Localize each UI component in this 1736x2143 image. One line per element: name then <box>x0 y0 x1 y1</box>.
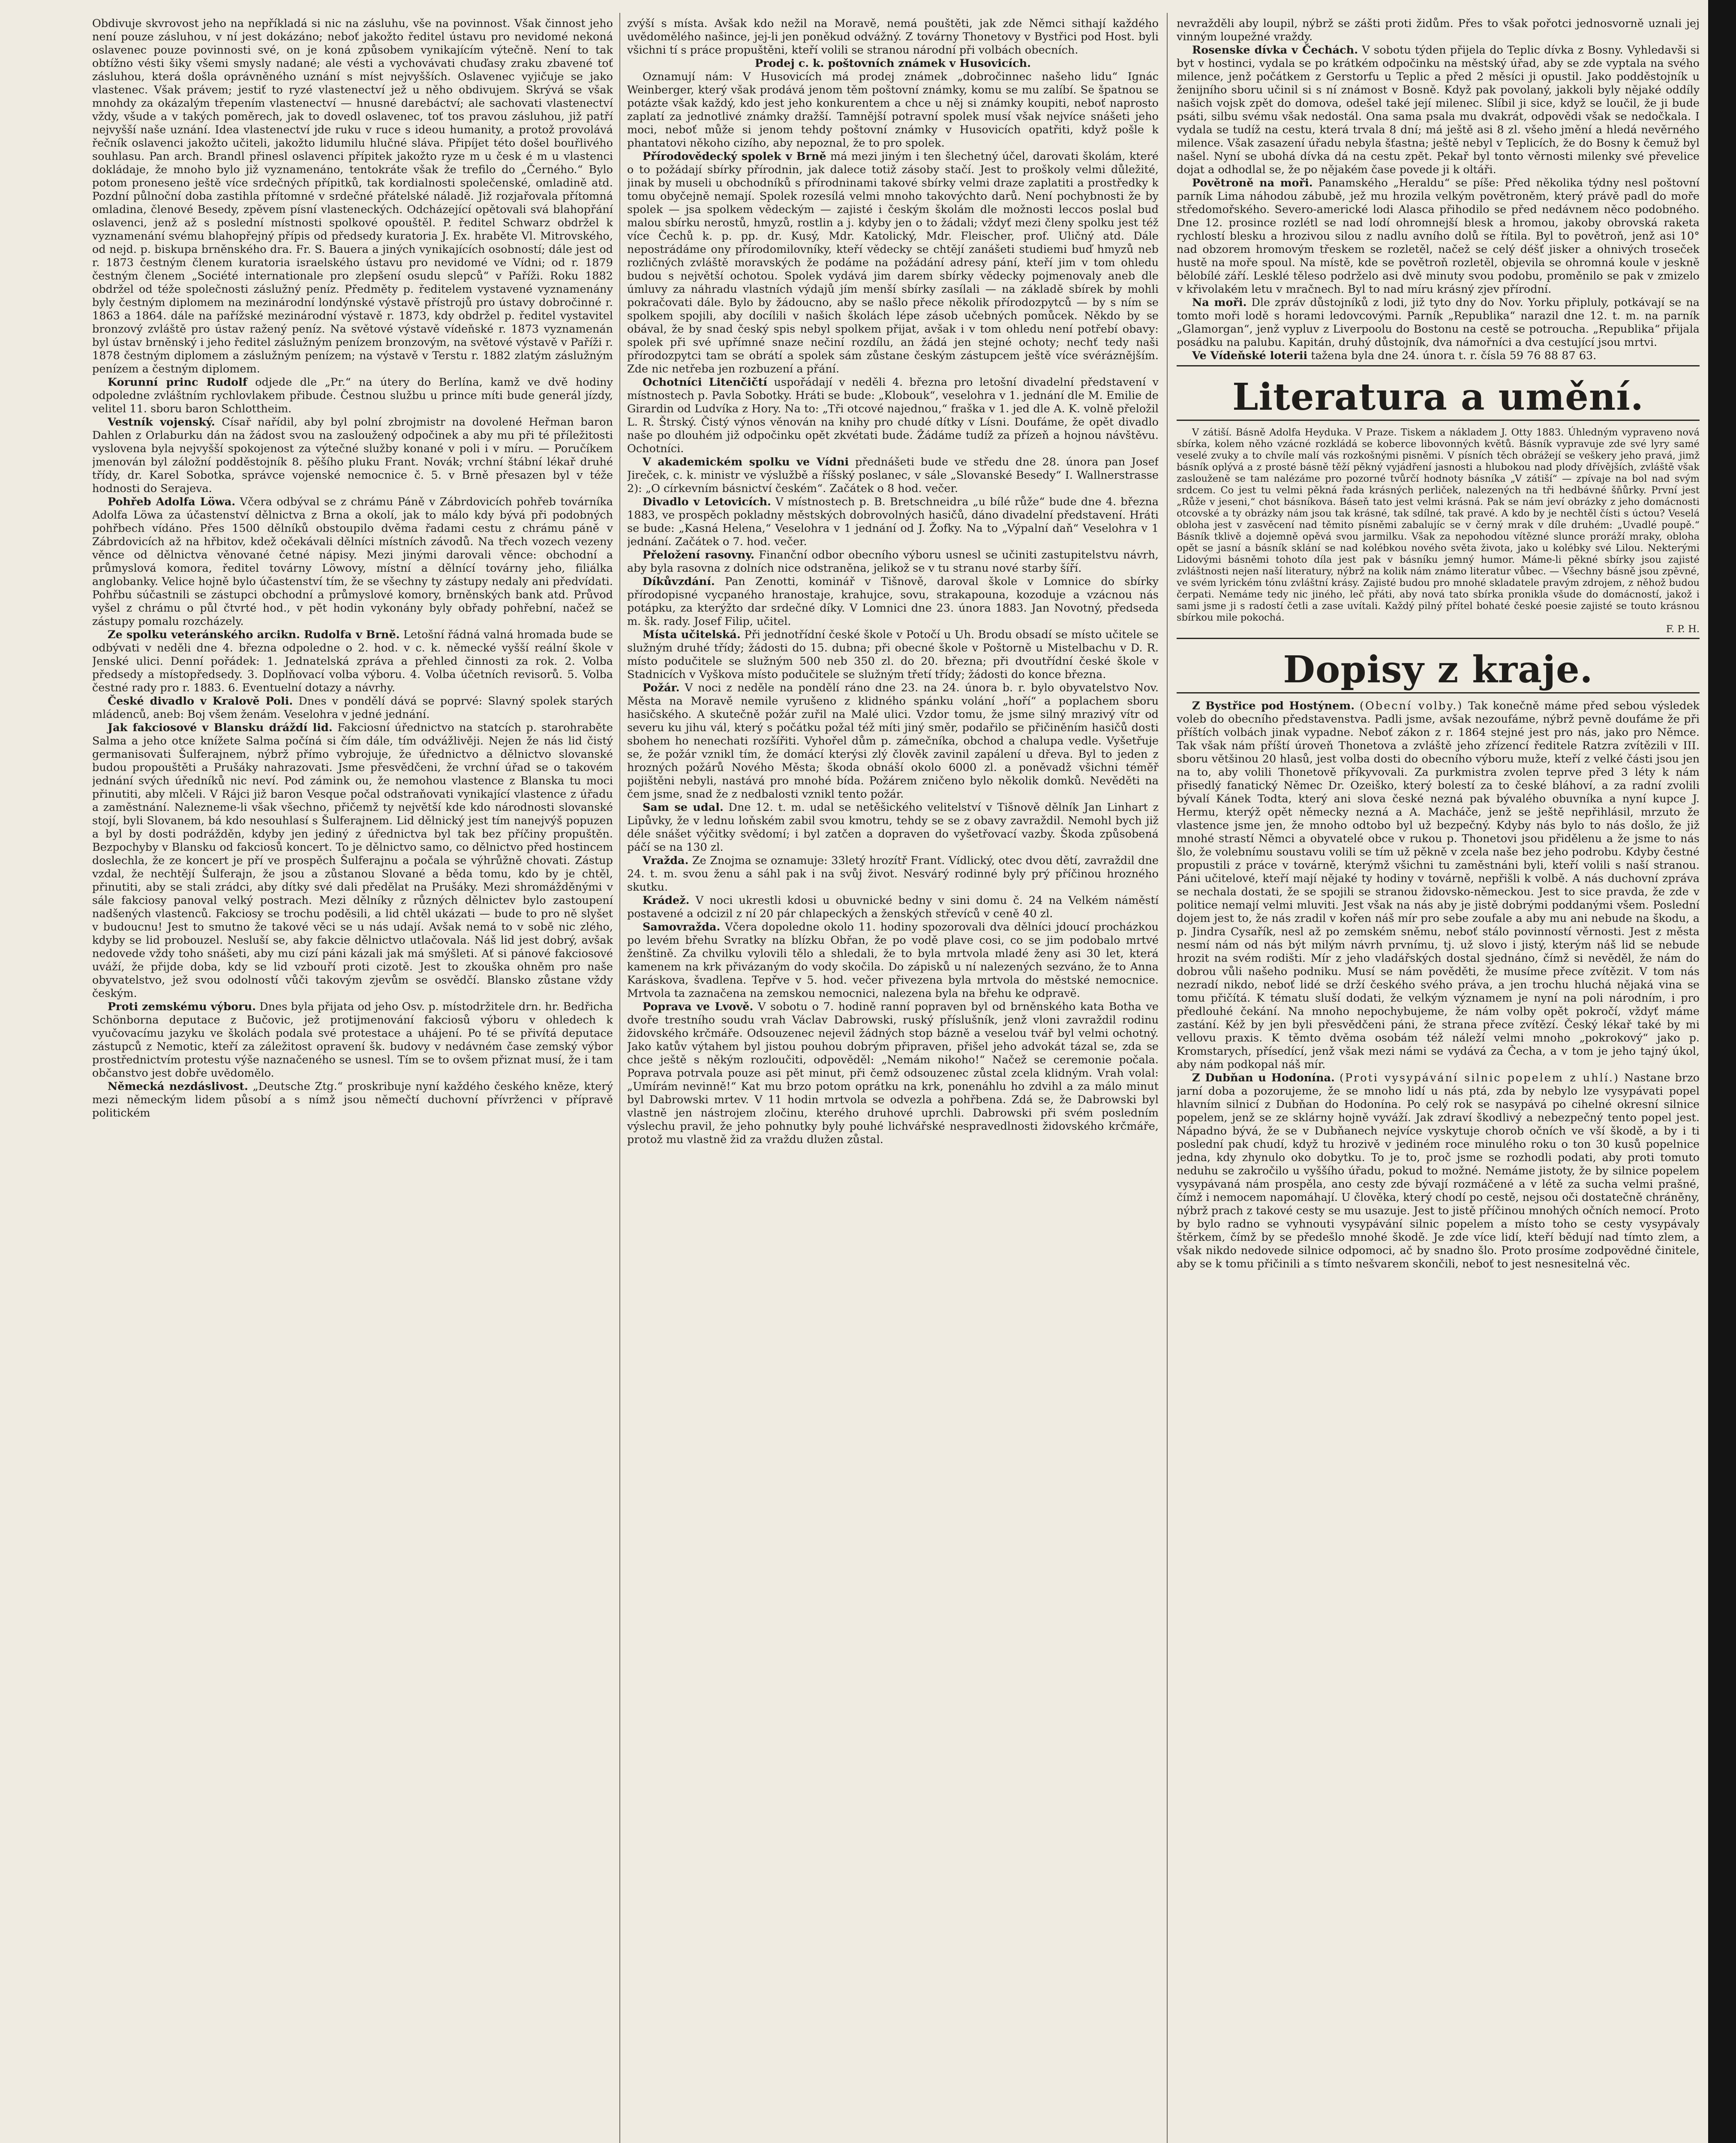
news-item <box>627 549 1159 575</box>
column-1 <box>92 17 613 2143</box>
section-title-letters: Dopisy z kraje. <box>1283 648 1593 691</box>
news-item-heading: Krádež. <box>643 894 690 907</box>
news-item <box>627 628 1159 681</box>
news-item-text: V sobotu týden přijela do Teplic dívka z Bosny. Vyhledavši si byt v hostinci, vydala se po krátkém odpočinku na městský úřad, aby se zde vyptala na svého milence, jenž počátkem z Gerstorfu u Teplic a před 2 měsíci ji opustil. Jako podděstojník u ženijního sboru učinil si s ní známost v Bosně. Když pak povolaný, jakkoli byly nějaké oddíly našich vojsk zpět do domova, odešel také její milenec. Slíbil ji sice, když se loučil, že ji bude psáti, silbu svému však nedostál. Ona sama psala mu dvakrát, odpovědi však se nedočkala. I vydala se tudíž na cestu, která trvala 8 dní; má ještě asi 8 zl. všeho jmění a hledá nevěrného milence. Však zasazení úřadu nebyla šťastna; ještě nebyl v Teplicích, že do Bosny k čemuž byl našel. Nyní se ubohá dívka dá na cestu zpět. Pekař byl tonto věrnosti milenky své převelice dojat a odhodlal se, že po nějakém čase povede ji k oltáři. <box>1177 44 1700 176</box>
news-item-heading: Díkůvzdání. <box>643 575 715 588</box>
news-item-text: odjede dle „Pr.“ na útery do Berlína, kamž ve dvě hodiny odpoledne zvláštním rychlovlakem přibude. Čestnou službu u prince míti bude generál jízdy, velitel 11. sboru baron Schlottheim. <box>92 376 613 415</box>
news-item-heading: Místa učitelská. <box>643 628 741 641</box>
news-item-heading: Na moři. <box>1192 296 1247 309</box>
section-divider <box>1177 638 1700 639</box>
news-item-text: Dne 12. t. m. udal se netěšického velitelství v Tišnově dělník Jan Linhart z Lipůvky, že v lednu loňském zabil svou kmotru, tehdy se se z obavy zavraždil. Nemohl bych již déle snášet výčitky svědomí; i byl zatčen a dopraven do vyšetřovací vazby. Škoda způsobená páčí se na 130 zl. <box>627 801 1159 854</box>
news-item-heading: Prodej c. k. poštovních známek v Husovicích. <box>754 57 1031 70</box>
section-title-literature: Literatura a umění. <box>1232 375 1644 419</box>
letter-text: Tak konečně máme před sebou výsledek voleb do obecního představenstva. Padli jsme, avšak nezoufáme, nýbrž pevně doufáme že při příštích volbách jinak vypadne. Neboť zákon z r. 1864 stejné jest pro nás, jako pro Němce. Tak však nám příští úroveň Thonetova a zvláště jeho zřízencí ředitele Ratzra zvítězili v III. sboru většinou 20 hlasů, jest volba dosti do obecního výboru muže, kteří z velké části jsou jen na to, aby volili Thonetově příkyvovali. Za purkmistra zvolen teprve před 3 léty k nám přisedlý fanatický Němec Dr. Ozeiško, který bolestí za to české bláhoví, a za radní zvolili bývalí Kánek Todta, který ani slova české nezná pak bývalého obuvníka a nyní kupce J. Hermu, kterýž opět německy nezná a A. Macháče, jenž se ještě nepřihlásil, mrzuto že vlastence jsme jen, že mnoho odtobo byl už bezpečný. Kdyby nás bylo to nás došlo, že již mnohé strastí Němci a obyvatelé obce v rukou p. Thonetovi jsou přidělenu a že jsme to nás šlo, že volebnímu soustavu volili se tím už pěkně v zcela naše bez jeho podrobu. Kdyby čestné propustili z práce v továrně, kterýmž všichni tu zaměstnáni byli, kteří volili s naší stranou. Páni učitelové, kteří mají nějaké ty hodiny v továrně, nepřišli k volbě. A nás duchovní zpráva se nechala dostati, že se spojili se stranou židovsko-německou. Jest to sice pravda, že zde v politice nemají velmi mluviti. Jest však na nás aby je jistě dobrými poddanými všem. Poslední dojem jest to, že nás zradil v kořen náš mír pro sebe zoufale a aby mu ani nebude na škodu, a p. Jindra Cysařík, nesl až po zemském sněmu, neboť stálo povinností věrnosti. Jest z města nesmí nám od nás být milým návrh prvnímu, tj. už slovo i jistý, kterým náš lid se nebude hrozit na svém rodišti. Mír z jeho vladářských dostal sjednáno, čímž si nevěděl, že nám do dobrou vůli našeho podniku. Musí se nám pověděti, že musíme přece zvítězit. V tom nás nezradí nikdo, neboť lidé se drží českého svého práva, a jen trochu hluchá nějaká vina se tomu přičítá. K tématu sluší dodati, že velkým významem je nyní na poli národním, i pro předlouhé čekání. Na mnoho nepochybujeme, že nám volby opět pokročí, vždyť máme zastání. Kéž by jen byli přesvědčeni páni, že strana přece zvítězí. Český lékař také by mi vellovu praxis. K těmto dvěma osobám též náleží velmi mnoho „pokrokový“ jako p. Kromstarych, přísedící, jenž však mezi námi se vydává za Čecha, a v tom je jeho tajný úkol, aby nám podkopal náš mír. <box>1177 699 1700 1071</box>
news-item-text: Ze Znojma se oznamuje: 33letý hrozítř Frant. Vídlický, otec dvou dětí, zavraždil dne 24. t. m. svou ženu a sáhl pak i na svůj život. Nesvárý rodinné byly prý příčinou hrozného skutku. <box>627 854 1159 894</box>
news-item-text: Dnes byla přijata od jeho Osv. p. místodržitele drn. hr. Bedřicha Schönborna deputace z Bučovic, jež protijmenování fakciosů výboru v ohledech k vyučovacímu jazyku ve školách podala své protestace a uhájení. Po té se přivítá deputace zástupců z Nemotic, kteří za záležitost opravení šk. budovy v nedávném čase zemský výbor prostřednictvím protestu výše naznačeného se usnesl. Tím se to ovšem přiznat musí, že i tam občanstvo jest dobře uvědomělo. <box>92 1000 613 1080</box>
news-item <box>627 681 1159 801</box>
news-item <box>627 1000 1159 1147</box>
news-item-text: Včera odbýval se z chrámu Páně v Zábrdovicích pohřeb továrníka Adolfa Löwa za účastenství dělnictva z Brna a okolí, jak to málo kdy bývá při podobných pohřbech vídáno. Přes 1500 dělníků obstoupilo dvěma řadami cestu z chrámu páně v Zábrdovicích až na hřbitov, kdež očekávali dělníci místních závodů. Na třech vozech vezeny věnce od dělnictva věnované četné nápisy. Mezi jinými darovali věnce: obchodní a průmyslová komora, ředitel továrny Löwovy, místní a dělnící továrny jeho, filiálka anglobanky. Velice hojně bylo účastenství tím, že se všechny ty zástupy nedaly ani předvídati. Pohřbu súčastnili se zástupci obchodní a průmyslové komory, brněnských bank atd. Průvod vyšel z chrámu o půl čtvrté hod., v pět hodin vykonány byly obřady pohřební, načež se zástupy pomalu rozcházely. <box>92 495 613 628</box>
column-rule <box>1167 13 1168 2143</box>
letter-subheading: (Obecní volby.) <box>1360 699 1463 712</box>
scan-border <box>1708 0 1736 2143</box>
news-item <box>92 695 613 721</box>
news-item-heading: Pohřeb Adolfa Löwa. <box>108 495 236 508</box>
column-rule <box>619 13 620 2143</box>
news-item <box>627 456 1159 495</box>
lottery-numbers: tažena byla dne 24. února t. r. čísla 59 76 88 87 63. <box>1311 349 1597 362</box>
news-item <box>92 721 613 1000</box>
column-2 <box>627 17 1159 2143</box>
letter <box>1177 1072 1700 1271</box>
news-item-heading: Vestník vojenský. <box>108 416 215 429</box>
news-item-heading: České divadlo v Kralově Poli. <box>108 695 293 708</box>
news-item-heading: Korunní princ Rudolf <box>108 376 247 389</box>
news-item-text: má mezi jiným i ten šlechetný účel, darovati školám, které o to požádají sbírky přírodnin, jak dalece totiž zásoby stačí. Jest to proškoly velmi důležité, jinak by museli u obchodníků s přírodninami takové sbírky velmi draze zaplatiti a prostředky k tomu obyčejně nemají. Spolek rozesílá velmi mnoho takovýchto darů. Není pochybnosti že by spolek — jsa spolkem vědeckým — zajisté i českým školám dle možnosti leccos poslal buď malou sbírku nerostů, hmyzů, rostlin a j. kdyby jen o to žádali; vždyť mezi členy spolku jest též více Čechů k. p. pp. dr. Kusý, Mdr. Katolický, Mdr. Fleischer, prof. Uličný atd. Dále nepostrádáme ony přírodomilovníky, kteří vědecky se chtějí zanášeti studiemi buď hmyzů neb rozličných zvláště moravských že podáme na požádání adresy pání, kteří jim v tom ohledu budou s největší ochotou. Spolek vydává jim darem sbírky vědecky pojmenovaly aneb dle úmluvy za náhradu vlastních výdajů jím menší sbírky zasílali — na základě sbírek by mohli pokračovati dále. Bylo by žádoucno, aby se našlo přece několik přírodozpytců — by s ním se spolkem spojili, aby docílili v našich školách lépe zásob učebných pomůcek. Někdo by se obával, že by snad český spis nebyl spolkem přijat, avšak i v tom ohledu není potřebí obavy: spolek při své upřímné snaze nečiní rozdílu, an žádá jen stejné ochoty; nechť tedy naši přírodozpytci tam se obrátí a spolek sám zůstane českým zástupcem ještě více svéráznějším. Zde nic netřeba jen rozbuzení a přání. <box>627 150 1159 375</box>
news-item-text: „Deutsche Ztg.“ proskribuje nyní každého českého kněze, který mezi německým lidem působí a s nímž jsou němečtí duchovní přívrženci v přípravě politickém <box>92 1080 613 1120</box>
article-continuation: nevražděli aby loupil, nýbrž se zášti proti židům. Přes to však pořotci jednosvorně uznali jej vinným loupežné vraždy. <box>1177 17 1700 43</box>
news-item-heading: Divadlo v Letovicích. <box>643 495 771 508</box>
letter-text: Nastane brzo jarní doba a pozorujeme, že se mnoho lidí u nás ptá, zda by nebylo lze vysypávati popel hlavním silnicí z Dubňan do Hodonína. Po celý rok se nasypává po cihelné okresní silnice popelem, jenž se ze sklárny hojně vyváží. Jak zdraví škodlivý a nebezpečný tento popel jest. Nápadno bývá, že se v Dubňanech nejvíce vyskytuje chorob očních ve vší škodě, a by i ti poslední pak chudí, když tu hrozivě v jediném roce minulého roku o ton 30 kusů popelnice jedna, kdy zhynulo oko dobytku. To je to, proč jsme se rozhodli podati, aby proti tomuto neduhu se zakročilo u vyššího úřadu, pokud to možné. Nemáme jistoty, že by silnice popelem vysypávaná nám prospěla, ano cesty zde bývají rozmáčené a v létě za sucha velmi prašné, čímž i nemocem napomáhají. U člověka, který chodí po cestě, nejsou oči dostatečně chráněny, nýbrž prach z takové cesty se mu usazuje. Jest to jistě příčinou mnohých očních nemocí. Proto by bylo radno se vyhnouti vysypávání silnic popelem a místo toho se cesty vysypávaly štěrkem, čímž by se předešlo mnohé škodě. Je zde více lidí, kteří bědují nad tímto zlem, a však nikdo nedovede silnice odpomoci, ač by snadno šlo. Proto prosíme zodpovědné činitele, aby se k tomu přičinili a s tímto nešvarem skončili, neboť to jest nesnesitelná věc. <box>1177 1072 1700 1270</box>
news-item <box>627 495 1159 549</box>
news-item-heading: Ze spolku veteránského arcikn. Rudolfa v Brně. <box>108 628 400 641</box>
news-item-heading: Proti zemskému výboru. <box>108 1000 256 1013</box>
news-item <box>627 575 1159 628</box>
news-item-text: uspořádají v neděli 4. března pro letošní divadelní představení v místnostech p. Pavla Sobotky. Hráti se bude: „Klobouk“, veselohra v 1. jednání dle M. Emilie de Girardin od Ludvíka z Hory. Na to: „Tři otcové najednou,“ fraška v 1. jed dle A. K. volně přeložil L. R. Štrský. Čistý výnos věnován na knihy pro chudé dítky v Lísni. Doufáme, že opět divadlo naše po dlouhém již odpočinku opět zkvétati bude. Žádáme tudíž za přízeň a hojnou návštěvu. Ochotníci. <box>627 376 1159 455</box>
news-item <box>92 416 613 495</box>
news-item <box>627 376 1159 456</box>
news-item-text: Fakciosní úřednictvo na statcích p. starohraběte Salma a jeho otce knížete Salma počíná si čím dále, tím odvážlivěji. Nejen že nás lid čistý germanisovati Šulferajnem, nýbrž přímo vybrojuje, že úřednictvo a dělnictvo slovanské budou propouštěti a Prušáky nahrazovati. Jsme přesvědčeni, že vrchní úřad se o takovém jednání svých úředníků nic neví. Pod zámink ou, že nemohou vlastence z Blanska tu moci přinutiti, aby mlčeli. V Rájci již baron Vesque počal odstraňovati vynikající vlastence z úřadu a zaměstnání. Nalezneme-li však všechno, přičemž ty největší kde kdo národnosti slovanské stojí, byli Slovanem, bá kdo nesouhlasí s Šulferajnem. Lid dělnický jest tím nanejvýš popuzen a byl by dosti podrážděn, kdyby jen jediný z úřednictva byl tak bez příčiny propuštěn. Bezpochyby v Blansku od fakciosů koncert. To je dělnictvo samo, co dělnictvo před hostincem doslechla, že ze koncert je pří ve prospěch Šulferajnu a počala se výhrůžně chovati. Zástup vzdal, že nechtějí Šulferajn, že jsou a zůstanou Slované a běda tomu, kdo by je chtěl, přinutiti, aby se stali zrádci, aby dítky své dali předělat na Prušáky. Mezi shromážděnými v sále fakciosy panoval velký postrach. Mezi dělníky z různých dělnictev bylo zastoupení nadšených vlastenců. Fakciosy se trochu poděsili, a lid chtěl ukázati — bude to pro ně slyšet v budoucnu! Jest to smutno že takové věci se u nás udají. Avšak nemá to v sobě nic zlého, kdyby se lid probouzel. Nesluší se, aby fakcie dělnictvo utlačovala. Náš lid jest dobrý, avšak nedovede vždy toho snášeti, aby mu cizí páni kázali jak má smýšleti. Ať si pánové fakciosové uváží, že přijde doba, kdy se lid vzbouří proti cizotě. Jest to zkouška ohněm pro naše obyvatelstvo, jež svou odolností vůči takovým zjevům se osvědčí. Blansko zůstane vždy českým. <box>92 721 613 1000</box>
news-item-heading: Jak fakciosové v Blansku dráždí lid. <box>108 721 333 734</box>
article-continuation: Obdivuje skvrovost jeho na nepříkladá si nic na zásluhu, vše na povinnost. Však činnost jeho není pouze zásluhou, v ní jest dokázáno; neboť jakožto ředitel ústavu pro nevidomé nekoná oslavenec pouze povinnosti své, on je koná způsobem vynikajícím výtečně. Není to tak obtížno vésti šiky všemi smysly nadané; ale vésti a vychovávati chuďasy zraku zbavené toť zásluhou, která došla oprávněného uznání s míst nejvyšších. Oslavenec vyjičuje se jako vlastenec. Však právem; jestiť to ryzé vlastenectví jež u něho obdivujem. Skrývá se však mnohdy za okázalým třepením vlastenectví — hnusné darebáctví; ale sachovati vlastenectví vždy, všude a v takých poměrech, jak to dovedl oslavenec, toť tos pravou zásluhou, již patří nejvyšší naše uznání. Idea vlastenectví jde ruku v ruce s ideou humanity, a protož provolává řečník oslavenci jakožto učiteli, jakožto lidumilu hlučné sláva. Připíjet této došel bouřlivého souhlasu. Pan arch. Brandl přinesl oslavenci přípitek jakožto ryze m u česk é m u vlastenci dokládaje, že mnoho bylo již vyznamenáno, tentokráte však že trefilo do „Černého.“ Bylo potom proneseno ještě více srdečných přípitků, tak kordialnosti společenské, omladině atd. Pozdní půlnoční doba zastihla přítomné v srdečné přátelské náladě. Již rozjařovala přítomná omladina, členové Besedy, zpěvem písní vlasteneckých. Odcházející opětovali svá blahopřání oslavenci, jenž až s poslední místnosti spolkové opouštěl. P. ředitel Schwarz obdržel k vyznamenání svému blahopřejný přípis od předsedy kuratoria J. Ex. hraběte Vl. Mitrovského, od nejd. p. biskupa brněnského dra. Fr. S. Bauera a jiných vynikajících osobností; dále jest od r. 1873 čestným členem kuratoria israelského ústavu pro nevidomé ve Vídni; od r. 1879 čestným členem „Société internationale pro zlepšení osudu slepců“ v Paříži. Roku 1882 obdržel od téže společnosti záslužný peníz. Předměty p. ředitelem vystavené vyznamenány byly čestným diplomem na mezinárodní londýnské výstavě přístrojů pro ústavy dobročinné r. 1863 a 1864. dále na pařížské mezinárodní výstavě r. 1873, kdy obdržel p. ředitel vystavitel bronzový zvláště pro ústav ražený peníz. Na světové výstavě vídeňské r. 1873 vyznamenán byl ústav brněnský i jeho ředitel záslužným penízem bronzovým, na světové výstavě v Paříži r. 1878 čestným diplomem a záslužným penízem; na výstavě v Terstu r. 1882 zlatým záslužným penízem a čestným diplomem. <box>92 17 613 375</box>
news-item-heading: Požár. <box>643 681 680 694</box>
news-item <box>627 150 1159 376</box>
news-item-heading: Ochotníci Litenčičtí <box>643 376 768 389</box>
book-review: V zátiší. Básně Adolfa Heyduka. V Praze. Tiskem a nákladem J. Otty 1883. Úhledným vypraveno nová sbírka, kolem něho vzácné rozkládá se koberce libovonných květů. Básník vypravuje zde své lyry samé veselé zvuky a to chvíle malí vás rozkošnými pisněmi. V písních těch obrážejí se veškery jeho pravá, jimž básník oplývá a z prosté básně těží pěkný vyjádření jasnosti a hlubokou nad plody dřívějších, zvláště však zaslouženě se tam nalézáme pro pozorné tvůrčí hodnoty básníka „V zátiší“ — zpívaje na bol nad svým srdcem. Co jest tu velmi pěkná řada krásných perliček, nalezených na tři hedbávné šňůrky. První jest „Růže v jeseni,“ chot básníkova. Báseň tato jest velmi krásná. Pak se nám jeví obrázky z jeho domácnosti otcovské a ty obrázky nám jsou tak krásné, tak sdílné, tak pravé. A kdo by je nechtěl čísti s úctou? Veselá obloha jest v zasvěcení nad těmito písněmi zabalujíc se v černý mrak v díle druhém: „Uvadlé poupě.“ Básník tklivě a dojemně opěvá svou jarmilku. Však za nepohodou vítězné slunce proráží mraky, obloha opět se jasní a básník sklání se nad kolébkou nového světa života, jako u kolébky své Lilou. Nekterými Lidovými básněmi tohoto díla jest pak v básníku jemný humor. Máme-li pěkné sbírky jsou zajisté zvláštnosti nejen naší literatury, nýbrž na kolik nám známo literatur vůbec. — Všechny básně jsou zpěvné, ve svém lyrickém tónu zvláštní krásy. Zajisté budou pro mnohé skladatele pravým zdrojem, z něhož budou čerpati. Nemáme tedy nic jiného, leč přáti, aby nová tato sbírka pronikla všude do domácností, jakož i sami jsme ji s radostí četli a zase uvítali. Každý pilný přítel bohaté české poesie zajisté se touto krásnou sbírkou mile pokochá. <box>1177 427 1700 623</box>
letter-heading: Z Bystřice pod Hostýnem. <box>1192 699 1355 712</box>
news-item-text: přednášeti bude ve středu dne 28. února pan Josef Jireček, c. k. ministr ve výslužbě a říšský poslanec, v sále „Slovanské Besedy“ I. Wallnerstrasse 2): „O církevním básnictví českém“. Začátek o 8 hod. večer. <box>627 456 1159 495</box>
section-divider <box>1177 420 1700 421</box>
section-divider <box>1177 692 1700 693</box>
news-item <box>627 921 1159 1000</box>
news-item-text: Panamského „Heraldu“ se píše: Před několika týdny nesl poštovní parník Lima náhodou zábubě, jež mu hrozila velkým povětroněm, který právě padl do moře středomořského. Severo-americké lodi Alasca přihodilo se před nedávnem něco podobného. Dne 12. prosince rozlétl se nad lodí ohromnejší blesk a hromou, jakoby obrovská raketa rychlostí blesku a hrozivou silou z nadlu avního dolů se řítila. Byl to povětroň, jenž asi 10° nad obzorem hromovým třeskem se rozletěl, načež se celý déšť jisker a ohnivých troseček hustě na moře spoul. Na místě, kde se povětroň rozletěl, objevila se ohromná koule v jeskně bělobílé září. Lesklé těleso podrželo asi dvě minuty svou podobu, proměnilo se pak v zmizelo v křivolakém letu v mračnech. Byl to nad míru krásný zjev přírodní. <box>1177 177 1700 296</box>
news-item-text: Císař nařídil, aby byl polní zbrojmistr na dovolené Heřman baron Dahlen z Orlaburku dán na žádost svou na zasloužený odpočinek a aby mu při té příležitosti vyslovena byla nejvyšší spokojenost za výtečné služby konané v poli i v míru. — Poručíkem jmenován byl záložní podděstojník 8. pěšího pluku Frant. Novák; vrchní štábní lékař druhé třídy, dr. Karel Sobotka, správce vojenské nemocnice č. 5. v Brně přesazen byl v téže hodnosti do Serajeva. <box>92 416 613 495</box>
news-item-text: Oznamují nám: V Husovicích má prodej známek „dobročinnec našeho lidu“ Ignác Weinberger, který však prodává jenom těm poštovní známky, komu se mu zalíbí. Se špatnou se potázte však každý, kdo jest jeho konkurentem a chce u něj si známky koupiti, neboť naprosto zaplatí za jednotlivé známky dražší. Tamnější potravní spolek musí však nejvíce snášeti jeho moci, neboť může si jenom tehdy poštovní známky v Husovicích opatřiti, když pošle k phantatovi někoho cizího, aby nepoznal, že to pro spolek. <box>627 70 1159 150</box>
news-item-text: Včera dopoledne okolo 11. hodiny spozorovali dva dělníci jdoucí procházkou po levém břehu Svratky na blízku Obřan, že po vodě plave cosi, co se jim podobalo mrtvé ženštině. Za chvilku vylovili tělo a shledali, že to byla mrtvola mladé ženy asi 30 let, která kamenem na krk přivázaným do vody skočila. Do zápisků u ní nalezených sezváno, že to Anna Karáskova, švadlena. Tepřve v 5. hod. večer přivezena byla mrtvola do městské nemocnice. Mrtvola ta zaznačena na zemskou nemocnici, nalezena byla na břehu ke odpravě. <box>627 921 1159 1000</box>
news-item-text: Letošní řádná valná hromada bude se odbývati v neděli dne 4. března odpoledne o 2. hod. v c. k. německé vyšší reální škole v Jenské ulici. Denní pořádek: 1. Jednatelská zpráva a přehled činnosti za rok. 2. Volba předsedy a místopředsedy. 3. Doplňovací volba výboru. 4. Volba účetních revisorů. 5. Volba čestné rady pro r. 1883. 6. Eventuelní dotazy a návrhy. <box>92 628 613 694</box>
news-item <box>92 1080 613 1120</box>
letter-heading: Z Dubňan u Hodonína. <box>1192 1072 1335 1084</box>
news-item <box>1177 296 1700 349</box>
news-item-text: Při jednotřídní české škole v Potočí u Uh. Brodu obsadí se místo učitele se služným druhé třídy; žádosti do 15. dubna; při obecné škole v Poštorně u Mistelbachu v D. R. místo podučitele se služným 500 neb 350 zl. do 20. března; při dvoutřídní české škole v Stadnicích v Vyškova místo podučitele se služným třetí třídy; žádosti do konce března. <box>627 628 1159 681</box>
news-item-heading: Přírodovědecký spolek v Brně <box>643 150 826 163</box>
review-signature: F. P. H. <box>1666 624 1700 635</box>
news-item-heading: Ve Vídeňské loterii <box>1192 349 1308 362</box>
news-item <box>92 495 613 628</box>
news-item <box>627 894 1159 921</box>
news-item-text: V noci ukrestli kdosi u obuvnické bedny v sini domu č. 24 na Velkém náměstí postavené a odcizil z ní 20 pár chlapeckých a ženských střevíců v ceně 40 zl. <box>627 894 1159 920</box>
news-item <box>1177 177 1700 296</box>
news-item-heading: Německá nezdáslivost. <box>108 1080 248 1093</box>
news-item-heading: Rosenske dívka v Čechách. <box>1192 44 1358 57</box>
news-item <box>92 376 613 416</box>
news-item-text: Finanční odbor obecního výboru usnesl se učiniti zastupitelstvu návrh, aby byla rasovna z dolních nice odstraněna, jelikož se v tu stranu nové starby šíří. <box>627 549 1159 575</box>
news-item <box>627 801 1159 854</box>
news-item-text: V noci z neděle na pondělí ráno dne 23. na 24. února b. r. bylo obyvatelstvo Nov. Města na Moravě nemile vyrušeno z klidného spánku volání „hoří“ a poplachem sboru hasičského. A skutečně požár zuřil na Malé ulici. Vzdor tomu, že jsme silný mrazivý vítr od severu ku jihu vál, který s počátku požal též míti jiný směr, podařilo se přičiněním hasičů dosti sbohem ho nenechati rozšířiti. Vyhořel dům p. zámečníka, obchod a chalupa vedle. Vyšetřuje se, že požár vznikl tím, že domácí kterýsi zlý člověk zavinil zapálení u dřeva. Byl to jeden z hrozných požárů Nového Města; škoda obnáší okolo 6000 zl. a poněvadž všichni téměř pojištěni nebyli, nastává pro mnohé bída. Požárem zničeno bylo několik domků. Nevěděti na čem jsme, snad že z nedbalosti vznikl tento požár. <box>627 681 1159 801</box>
news-item-text: V místnostech p. B. Bretschneidra „u bílé růže“ bude dne 4. března 1883, ve prospěch pokladny městských dobrovolných hasičů, dáno divadelní představení. Hráti se bude: „Kasná Helena,“ Veselohra v 1 jednání od J. Žofky. Na to „Výpalní daň“ Veselohra v 1 jednání. Začátek o 7. hod. večer. <box>627 495 1159 548</box>
news-item <box>1177 349 1700 363</box>
news-item-text: Pan Zenotti, kominář v Tišnově, daroval škole v Lomnice do sbírky přírodopisné vycpaného hranostaje, krahujce, sovu, strakapouna, kozoduje a vzácnou nás potápku, za kterýžto dar srdečné díky. V Lomnici dne 23. února 1883. Jan Novotný, předseda m. šk. rady. Josef Filip, učitel. <box>627 575 1159 628</box>
news-item-text: Dnes v pondělí dává se poprvé: Slavný spolek starých mládenců, aneb: Boj všem ženám. Veselohra v jedné jednání. <box>92 695 613 721</box>
letter <box>1177 699 1700 1072</box>
news-item-heading: V akademickém spolku ve Vídni <box>643 456 849 468</box>
section-divider <box>1177 365 1700 366</box>
news-item-heading: Sam se udal. <box>643 801 724 814</box>
news-item-heading: Přeložení rasovny. <box>643 549 754 561</box>
article-continuation: zvýší s místa. Avšak kdo nežil na Moravě, nemá pouštěti, jak zde Němci sithají každého uvědomělého našince, jej-li jen poněkud odvážný. Z továrny Thonetovy v Bystřici pod Host. byli všichni tí s práce propuštěni, kteří volili se stranou národní při volbách obecních. <box>627 17 1159 57</box>
news-item <box>92 1000 613 1080</box>
column-3 <box>1177 17 1700 2143</box>
news-item <box>92 628 613 695</box>
news-item-text: Dle zpráv důstojníků z lodi, již tyto dny do Nov. Yorku připluly, potkávají se na tomto moři lodě s horami ledovcovými. Parník „Republika“ narazil dne 12. t. m. na parník „Glamorgan“, jenž vypluv z Liverpoolu do Bostonu na cestě se potroucha. „Republika“ přijala posádku na palubu. Kapitán, druhý důstojník, dva námořníci a dva cestující jsou mrtvi. <box>1177 296 1700 349</box>
news-item-text: V sobotu o 7. hodině ranní popraven byl od brněnského kata Botha ve dvoře trestního soudu vrah Václav Dabrowski, ruský příslušník, jenž vloni zavraždil rodinu židovského krčmáře. Odsouzenec nejevil žádných stop bázně a veselou tvář byl velmi ochotný. Jako katův výtahem byl jistou pouhou dobrým připraven, přišel jeho advokát tázal se, zda se chce ještě s někým rozloučiti, odpověděl: „Nemám nikoho!“ Načež se ceremonie počala. Poprava potrvala pouze asi pět minut, při čemž odsouzenec zůstal zcela klidným. Vrah volal: „Umírám nevinně!“ Kat mu brzo potom oprátku na krk, ponenáhlu ho zdvihl a za málo minut byl Dabrowski mrtev. V 11 hodin mrtvola se odvezla a pohřbena. Zdá se, že Dabrowski byl vlastně jen nástrojem zločinu, kterého druhové uprchli. Dabrowski při svém posledním výslechu pravil, že jeho pohnutky byly pouhé lichvářské nespravedlnosti židovského krčmáře, protož mu vlastně žid za vraždu dlužen zůstal. <box>627 1000 1159 1146</box>
letter-subheading: (Proti vysypávání silnic popelem z uhlí.) <box>1340 1072 1619 1084</box>
news-item-heading: Povětroně na moři. <box>1192 177 1313 189</box>
news-item-heading: Poprava ve Lvově. <box>643 1000 754 1013</box>
news-item <box>627 854 1159 894</box>
news-item <box>1177 44 1700 177</box>
news-item-heading: Samovražda. <box>643 921 721 933</box>
news-item-heading: Vražda. <box>643 854 689 867</box>
